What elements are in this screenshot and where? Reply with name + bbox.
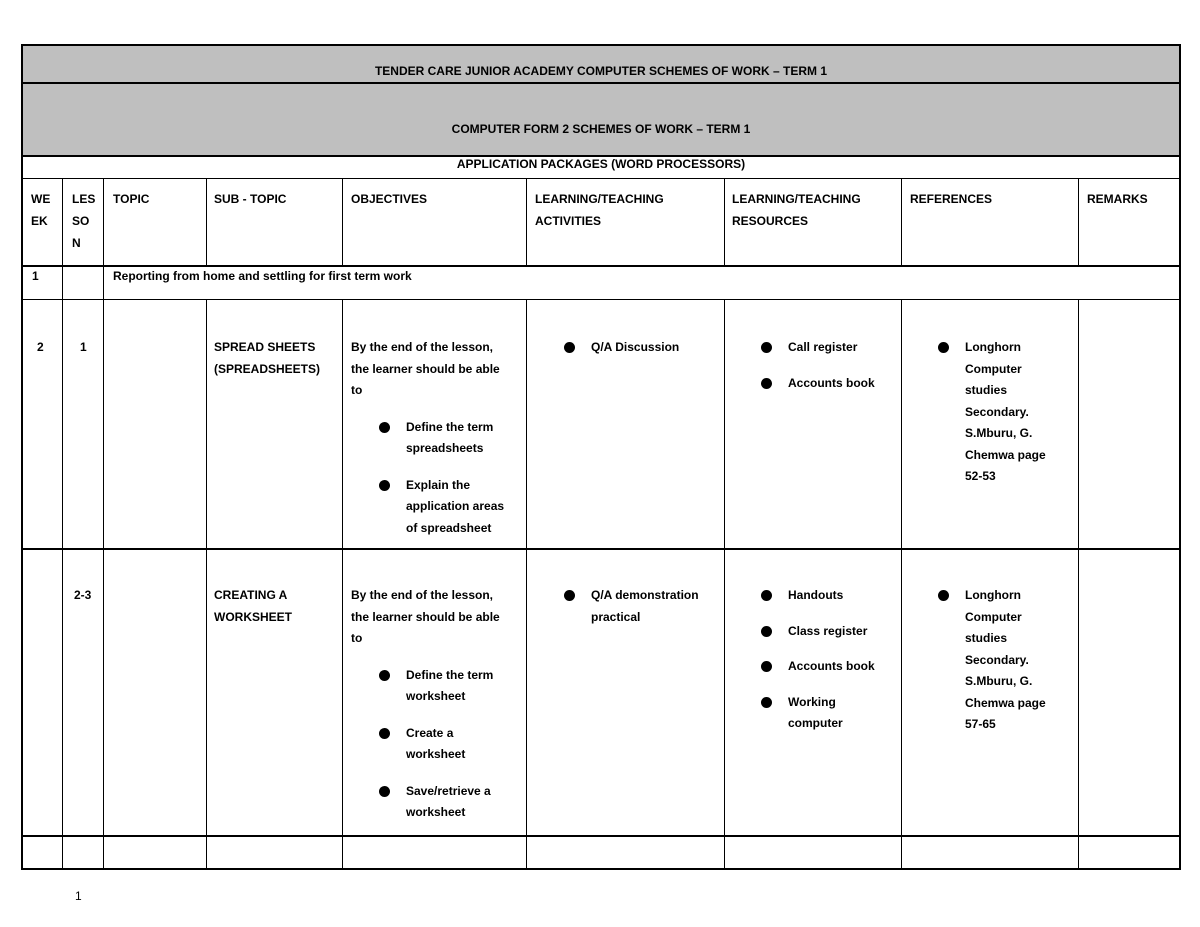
activities-list: [591, 585, 699, 628]
row3-subtopic: [214, 585, 292, 628]
col-divider: [724, 300, 725, 868]
reference-item: [965, 337, 1046, 488]
header-references: REFERENCES: [910, 192, 993, 206]
scheme-of-work-table: [21, 44, 1181, 870]
col-divider: [342, 179, 343, 266]
activity-item: [591, 585, 699, 628]
rule: [23, 299, 1179, 300]
row3-references: [965, 585, 1046, 750]
reference-line: 52-53: [965, 469, 996, 483]
reference-line: Secondary.: [965, 652, 1029, 667]
col-divider: [901, 300, 902, 868]
row3-lesson: 2-3: [74, 588, 92, 602]
objective-line: worksheet: [406, 689, 466, 703]
subtitle-band: [23, 84, 1179, 156]
header-lesson-line: SO: [72, 214, 90, 228]
objective-line: Save/retrieve a: [406, 783, 491, 798]
resource-item: [788, 692, 875, 735]
objective-line: Define the term: [406, 419, 494, 434]
reference-line: 57-65: [965, 717, 996, 731]
objectives-list: [406, 665, 523, 824]
header-activities: [535, 188, 664, 232]
objectives-intro-line: the learner should be able: [351, 609, 500, 624]
objectives-intro-line: By the end of the lesson,: [351, 340, 494, 354]
header-activities-line: LEARNING/TEACHING: [535, 192, 664, 206]
col-divider: [901, 179, 902, 266]
header-week-line: WE: [31, 192, 51, 206]
resource-item: Accounts book: [788, 656, 875, 678]
row2-lesson: 1: [80, 340, 87, 354]
header-lesson-line: LES: [72, 192, 96, 206]
reference-item: [965, 585, 1046, 736]
objectives-intro-line: to: [351, 631, 363, 645]
objective-line: worksheet: [406, 805, 466, 819]
rule: [23, 178, 1179, 179]
header-lesson-line: N: [72, 236, 81, 250]
document-subtitle: COMPUTER FORM 2 SCHEMES OF WORK – TERM 1: [451, 122, 751, 136]
page-number: 1: [75, 889, 82, 903]
col-divider: [1078, 179, 1079, 266]
row2-resources: [788, 337, 875, 408]
reference-line: studies: [965, 631, 1008, 645]
objective-line: Create a: [406, 725, 454, 740]
row2-week: 2: [37, 340, 44, 354]
reference-line: Longhorn: [965, 340, 1021, 354]
header-topic: TOPIC: [113, 192, 150, 206]
activity-line: practical: [591, 609, 641, 624]
resources-list: [788, 585, 875, 735]
reference-line: Chemwa page: [965, 447, 1046, 462]
reference-line: Chemwa page: [965, 695, 1046, 710]
objective-line: Explain the: [406, 477, 471, 492]
header-week-line: EK: [31, 214, 48, 228]
objective-item: [406, 781, 523, 824]
resources-list: [788, 337, 875, 394]
activity-line: Q/A demonstration: [591, 588, 699, 602]
reference-line: Longhorn: [965, 588, 1021, 602]
objective-item: [406, 417, 523, 460]
reference-line: S.Mburu, G.: [965, 426, 1033, 440]
col-divider: [526, 179, 527, 266]
objective-line: spreadsheets: [406, 441, 484, 455]
objective-item: [406, 665, 523, 708]
resource-item: Handouts: [788, 585, 875, 607]
rule: [23, 548, 1179, 550]
row3-activities: [591, 585, 699, 642]
row2-activities: [591, 337, 679, 373]
subtopic-line: WORKSHEET: [214, 609, 292, 624]
rule: [23, 835, 1179, 837]
references-list: [965, 585, 1046, 736]
header-resources-line: LEARNING/TEACHING: [732, 192, 861, 206]
resource-line: Working: [788, 694, 836, 709]
subtopic-line: SPREAD SHEETS: [214, 340, 316, 354]
col-divider: [1078, 300, 1079, 868]
activities-list: [591, 337, 679, 359]
objective-item: [406, 475, 523, 540]
subtopic-line: CREATING A: [214, 588, 288, 602]
reference-line: Computer: [965, 361, 1022, 376]
reference-line: Computer: [965, 609, 1022, 624]
objectives-intro-line: By the end of the lesson,: [351, 588, 494, 602]
row1-note: Reporting from home and settling for first term work: [113, 269, 412, 283]
section-title: APPLICATION PACKAGES (WORD PROCESSORS): [456, 157, 746, 171]
subtopic-line: (SPREADSHEETS): [214, 361, 321, 376]
objective-line: of spreadsheet: [406, 520, 492, 535]
rule: [23, 155, 1179, 157]
col-divider: [62, 179, 63, 868]
header-resources-line: RESOURCES: [732, 214, 809, 228]
objectives-intro-line: the learner should be able: [351, 361, 500, 376]
references-list: [965, 337, 1046, 488]
header-lesson: [72, 188, 95, 254]
row1-week: 1: [32, 269, 39, 283]
header-resources: [732, 188, 861, 232]
col-divider: [724, 179, 725, 266]
col-divider: [103, 179, 104, 868]
objectives-list: [406, 417, 523, 540]
row2-objectives: [351, 337, 523, 539]
objective-line: Define the term: [406, 667, 494, 682]
row3-resources: [788, 585, 875, 749]
resource-item: Accounts book: [788, 373, 875, 395]
objective-line: worksheet: [406, 747, 466, 761]
row3-objectives: [351, 585, 523, 824]
header-week: [31, 188, 50, 232]
rule: [23, 82, 1179, 84]
objectives-intro-line: to: [351, 383, 363, 397]
resource-line: computer: [788, 716, 843, 730]
resource-item: Class register: [788, 621, 875, 643]
header-objectives: OBJECTIVES: [351, 192, 428, 206]
reference-line: studies: [965, 383, 1008, 397]
header-activities-line: ACTIVITIES: [535, 214, 602, 228]
activity-item: Q/A Discussion: [591, 337, 679, 359]
col-divider: [206, 300, 207, 868]
header-subtopic: SUB - TOPIC: [214, 192, 287, 206]
objective-line: application areas: [406, 499, 505, 513]
reference-line: Secondary.: [965, 404, 1029, 419]
row2-subtopic: [214, 337, 320, 380]
header-remarks: REMARKS: [1087, 192, 1148, 206]
objective-item: [406, 723, 523, 766]
col-divider: [206, 179, 207, 266]
reference-line: S.Mburu, G.: [965, 674, 1033, 688]
resource-item: Call register: [788, 337, 875, 359]
col-divider: [526, 300, 527, 868]
document-title: TENDER CARE JUNIOR ACADEMY COMPUTER SCHEMES OF WORK – TERM 1: [374, 64, 828, 78]
row2-references: [965, 337, 1046, 502]
col-divider: [342, 300, 343, 868]
